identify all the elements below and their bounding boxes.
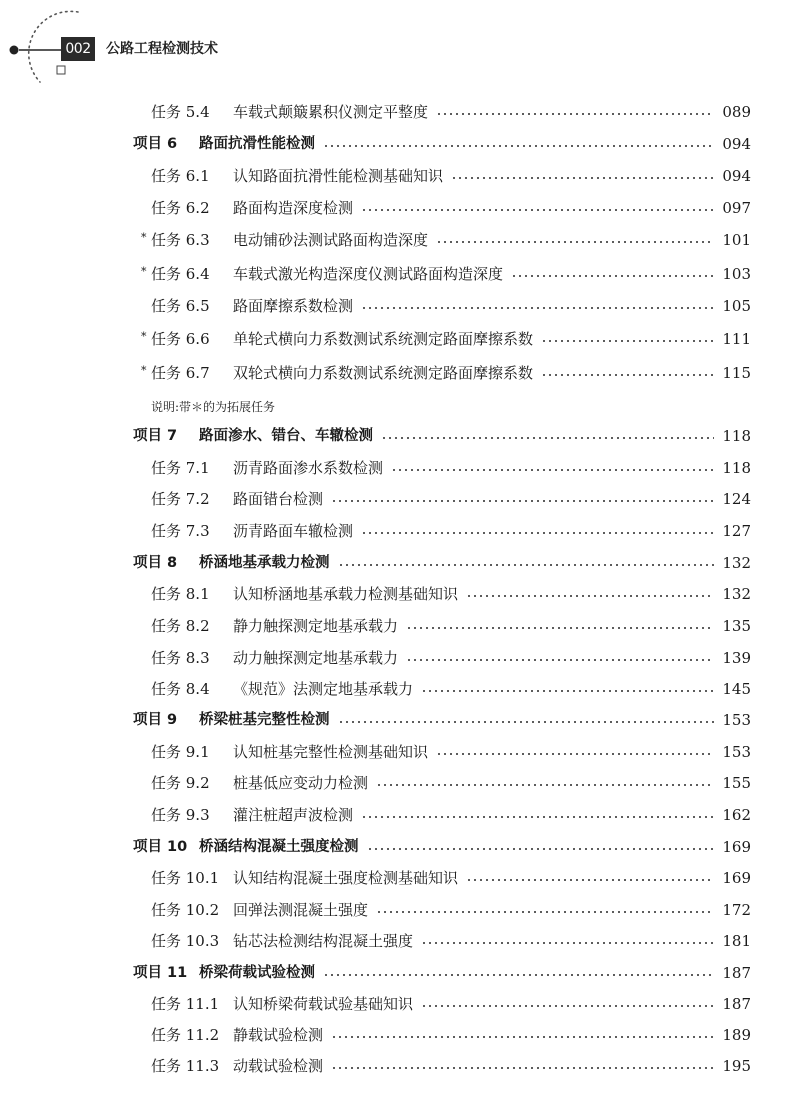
toc-page-number: 094: [722, 167, 751, 185]
toc-title: 静载试验检测: [233, 1026, 324, 1044]
toc-page-number: 132: [722, 585, 751, 603]
header-decoration-icon: [0, 0, 120, 100]
toc-page-number: 153: [722, 711, 751, 729]
dot-leader: [367, 848, 715, 850]
toc-project-row[interactable]: [0, 961, 790, 985]
dot-leader: [451, 177, 714, 179]
toc-page-number: 094: [722, 135, 751, 153]
toc-title: 认知路面抗滑性能检测基础知识: [233, 167, 444, 185]
dot-leader: [331, 1036, 714, 1038]
toc-code: 任务 6.5: [151, 297, 210, 315]
toc-project-row[interactable]: [0, 132, 790, 156]
toc-title: 钻芯法检测结构混凝土强度: [233, 932, 414, 950]
toc-title: 认知结构混凝土强度检测基础知识: [233, 869, 459, 887]
toc-page-number: 181: [722, 932, 751, 950]
toc-task-row[interactable]: [0, 228, 790, 252]
toc-task-row[interactable]: [0, 866, 790, 890]
toc-page-number: 195: [722, 1057, 751, 1075]
toc-page-number: 162: [722, 806, 751, 824]
dot-leader: [323, 145, 714, 147]
toc-title: 静力触探测定地基承载力: [233, 617, 399, 635]
toc-task-row[interactable]: [0, 771, 790, 795]
dot-leader: [361, 532, 714, 534]
toc-title: 沥青路面渗水系数检测: [233, 459, 384, 477]
toc-title: 回弹法测混凝土强度: [233, 901, 369, 919]
toc-page-number: 124: [722, 490, 751, 508]
toc-task-row[interactable]: [0, 898, 790, 922]
toc-code: 任务 11.2: [151, 1026, 220, 1044]
toc-page-number: 127: [722, 522, 751, 540]
toc-page-number: 189: [722, 1026, 751, 1044]
toc-title: 双轮式横向力系数测试系统测定路面摩擦系数: [233, 364, 534, 382]
dot-leader: [436, 753, 714, 755]
dot-leader: [541, 374, 714, 376]
toc-page-number: 169: [722, 869, 751, 887]
toc-project-row[interactable]: [0, 708, 790, 732]
dot-leader: [381, 437, 714, 439]
toc-task-row[interactable]: [0, 1023, 790, 1047]
toc-title: 认知桥涵地基承载力检测基础知识: [233, 585, 459, 603]
dot-leader: [376, 784, 714, 786]
dot-leader: [436, 241, 714, 243]
toc-project-row[interactable]: [0, 835, 790, 859]
toc-page-number: 169: [722, 838, 751, 856]
toc-title: 路面摩擦系数检测: [233, 297, 354, 315]
toc-project-row[interactable]: [0, 551, 790, 575]
toc-page-number: 153: [722, 743, 751, 761]
toc-code: 任务 6.4: [151, 265, 210, 283]
dot-leader: [391, 469, 714, 471]
extension-marker: *: [141, 231, 147, 244]
toc-code: 任务 9.2: [151, 774, 210, 792]
toc-page-number: 187: [722, 995, 751, 1013]
toc-page-number: 111: [722, 330, 751, 348]
dot-leader: [421, 942, 714, 944]
toc-title: 桥梁荷载试验检测: [199, 965, 315, 981]
toc-task-row[interactable]: [0, 196, 790, 220]
toc-title: 认知桩基完整性检测基础知识: [233, 743, 429, 761]
toc-page-number: 101: [722, 231, 751, 249]
dot-leader: [466, 879, 714, 881]
toc-code: 项目 9: [133, 712, 178, 728]
dot-leader: [361, 307, 714, 309]
dot-leader: [406, 659, 714, 661]
toc-title: 沥青路面车辙检测: [233, 522, 354, 540]
toc-code: 任务 6.6: [151, 330, 210, 348]
toc-code: 任务 11.3: [151, 1057, 220, 1075]
extension-marker: *: [141, 330, 147, 343]
toc-code: 任务 6.1: [151, 167, 210, 185]
toc-code: 项目 10: [133, 839, 188, 855]
toc-title: 路面抗滑性能检测: [199, 136, 315, 152]
toc-task-row[interactable]: [0, 740, 790, 764]
toc-title: 路面错台检测: [233, 490, 324, 508]
toc-project-row[interactable]: [0, 424, 790, 448]
toc-title: 车载式颠簸累积仪测定平整度: [233, 103, 429, 121]
toc-task-row[interactable]: [0, 487, 790, 511]
toc-page-number: 139: [722, 649, 751, 667]
toc-code: 任务 8.2: [151, 617, 210, 635]
toc-code: 项目 8: [133, 555, 178, 571]
toc-task-row[interactable]: [0, 456, 790, 480]
toc-task-row[interactable]: [0, 1054, 790, 1078]
dot-leader: [466, 595, 714, 597]
page-number: 002: [61, 37, 95, 61]
toc-task-row[interactable]: [0, 929, 790, 953]
toc-code: 任务 11.1: [151, 995, 220, 1013]
dot-leader: [541, 340, 714, 342]
dot-leader: [331, 500, 714, 502]
toc-page-number: 118: [722, 427, 751, 445]
toc-title: 单轮式横向力系数测试系统测定路面摩擦系数: [233, 330, 534, 348]
dot-leader: [331, 1067, 714, 1069]
toc-page-number: 135: [722, 617, 751, 635]
dot-leader: [361, 816, 714, 818]
book-title: 公路工程检测技术: [106, 41, 218, 57]
toc-code: 项目 11: [133, 965, 188, 981]
dot-leader: [421, 690, 714, 692]
toc-task-row[interactable]: [0, 582, 790, 606]
toc-code: 任务 10.3: [151, 932, 220, 950]
toc-page-number: 118: [722, 459, 751, 477]
toc-code: 任务 5.4: [151, 103, 210, 121]
toc-task-row[interactable]: [0, 361, 790, 385]
toc-task-row[interactable]: [0, 677, 790, 701]
toc-task-row[interactable]: [0, 614, 790, 638]
toc-title: 桥涵结构混凝土强度检测: [199, 839, 359, 855]
toc-page-number: 089: [722, 103, 751, 121]
toc-title: 桩基低应变动力检测: [233, 774, 369, 792]
toc-code: 任务 8.1: [151, 585, 210, 603]
toc-title: 桥涵地基承载力检测: [199, 555, 330, 571]
dot-leader: [421, 1005, 714, 1007]
toc-title: 路面渗水、错台、车辙检测: [199, 428, 373, 444]
toc-title: 动载试验检测: [233, 1057, 324, 1075]
toc-code: 任务 10.2: [151, 901, 220, 919]
toc-task-row[interactable]: [0, 100, 790, 124]
toc-page-number: 105: [722, 297, 751, 315]
toc-code: 任务 9.3: [151, 806, 210, 824]
dot-leader: [338, 721, 715, 723]
extension-marker: *: [141, 364, 147, 377]
toc-title: 灌注桩超声波检测: [233, 806, 354, 824]
toc-task-row[interactable]: [0, 992, 790, 1016]
toc-code: 任务 7.3: [151, 522, 210, 540]
page-header: [0, 0, 790, 100]
toc-task-row[interactable]: [0, 646, 790, 670]
toc-code: 项目 6: [133, 136, 178, 152]
toc-page-number: 115: [722, 364, 751, 382]
toc-page-number: 172: [722, 901, 751, 919]
toc-page-number: 145: [722, 680, 751, 698]
toc-page-number: 103: [722, 265, 751, 283]
toc-title: 动力触探测定地基承载力: [233, 649, 399, 667]
toc-code: 任务 6.7: [151, 364, 210, 382]
toc-code: 任务 7.1: [151, 459, 210, 477]
toc-task-row[interactable]: [0, 519, 790, 543]
toc-code: 任务 10.1: [151, 869, 220, 887]
dot-leader: [323, 974, 714, 976]
dot-leader: [436, 113, 714, 115]
toc-code: 任务 8.3: [151, 649, 210, 667]
dot-leader: [338, 564, 715, 566]
toc-code: 任务 7.2: [151, 490, 210, 508]
toc-page-number: 187: [722, 964, 751, 982]
toc-code: 项目 7: [133, 428, 178, 444]
toc-task-row[interactable]: [0, 803, 790, 827]
toc-title: 电动铺砂法测试路面构造深度: [233, 231, 429, 249]
toc-title: 车载式激光构造深度仪测试路面构造深度: [233, 265, 504, 283]
toc-code: 任务 8.4: [151, 680, 210, 698]
toc-code: 任务 6.3: [151, 231, 210, 249]
dot-leader: [376, 911, 714, 913]
toc-title: 桥梁桩基完整性检测: [199, 712, 330, 728]
toc-task-row[interactable]: [0, 327, 790, 351]
dot-leader: [511, 275, 714, 277]
toc-title: 认知桥梁荷载试验基础知识: [233, 995, 414, 1013]
toc-task-row[interactable]: [0, 164, 790, 188]
toc-task-row[interactable]: [0, 294, 790, 318]
footnote: 说明:带＊的为拓展任务: [151, 400, 276, 414]
toc-code: 任务 6.2: [151, 199, 210, 217]
toc-code: 任务 9.1: [151, 743, 210, 761]
dot-leader: [406, 627, 714, 629]
toc-title: 《规范》法测定地基承载力: [233, 680, 414, 698]
toc-page-number: 097: [722, 199, 751, 217]
toc-page-number: 132: [722, 554, 751, 572]
toc-page-number: 155: [722, 774, 751, 792]
toc-title: 路面构造深度检测: [233, 199, 354, 217]
dot-leader: [361, 209, 714, 211]
toc-task-row[interactable]: [0, 262, 790, 286]
extension-marker: *: [141, 265, 147, 278]
